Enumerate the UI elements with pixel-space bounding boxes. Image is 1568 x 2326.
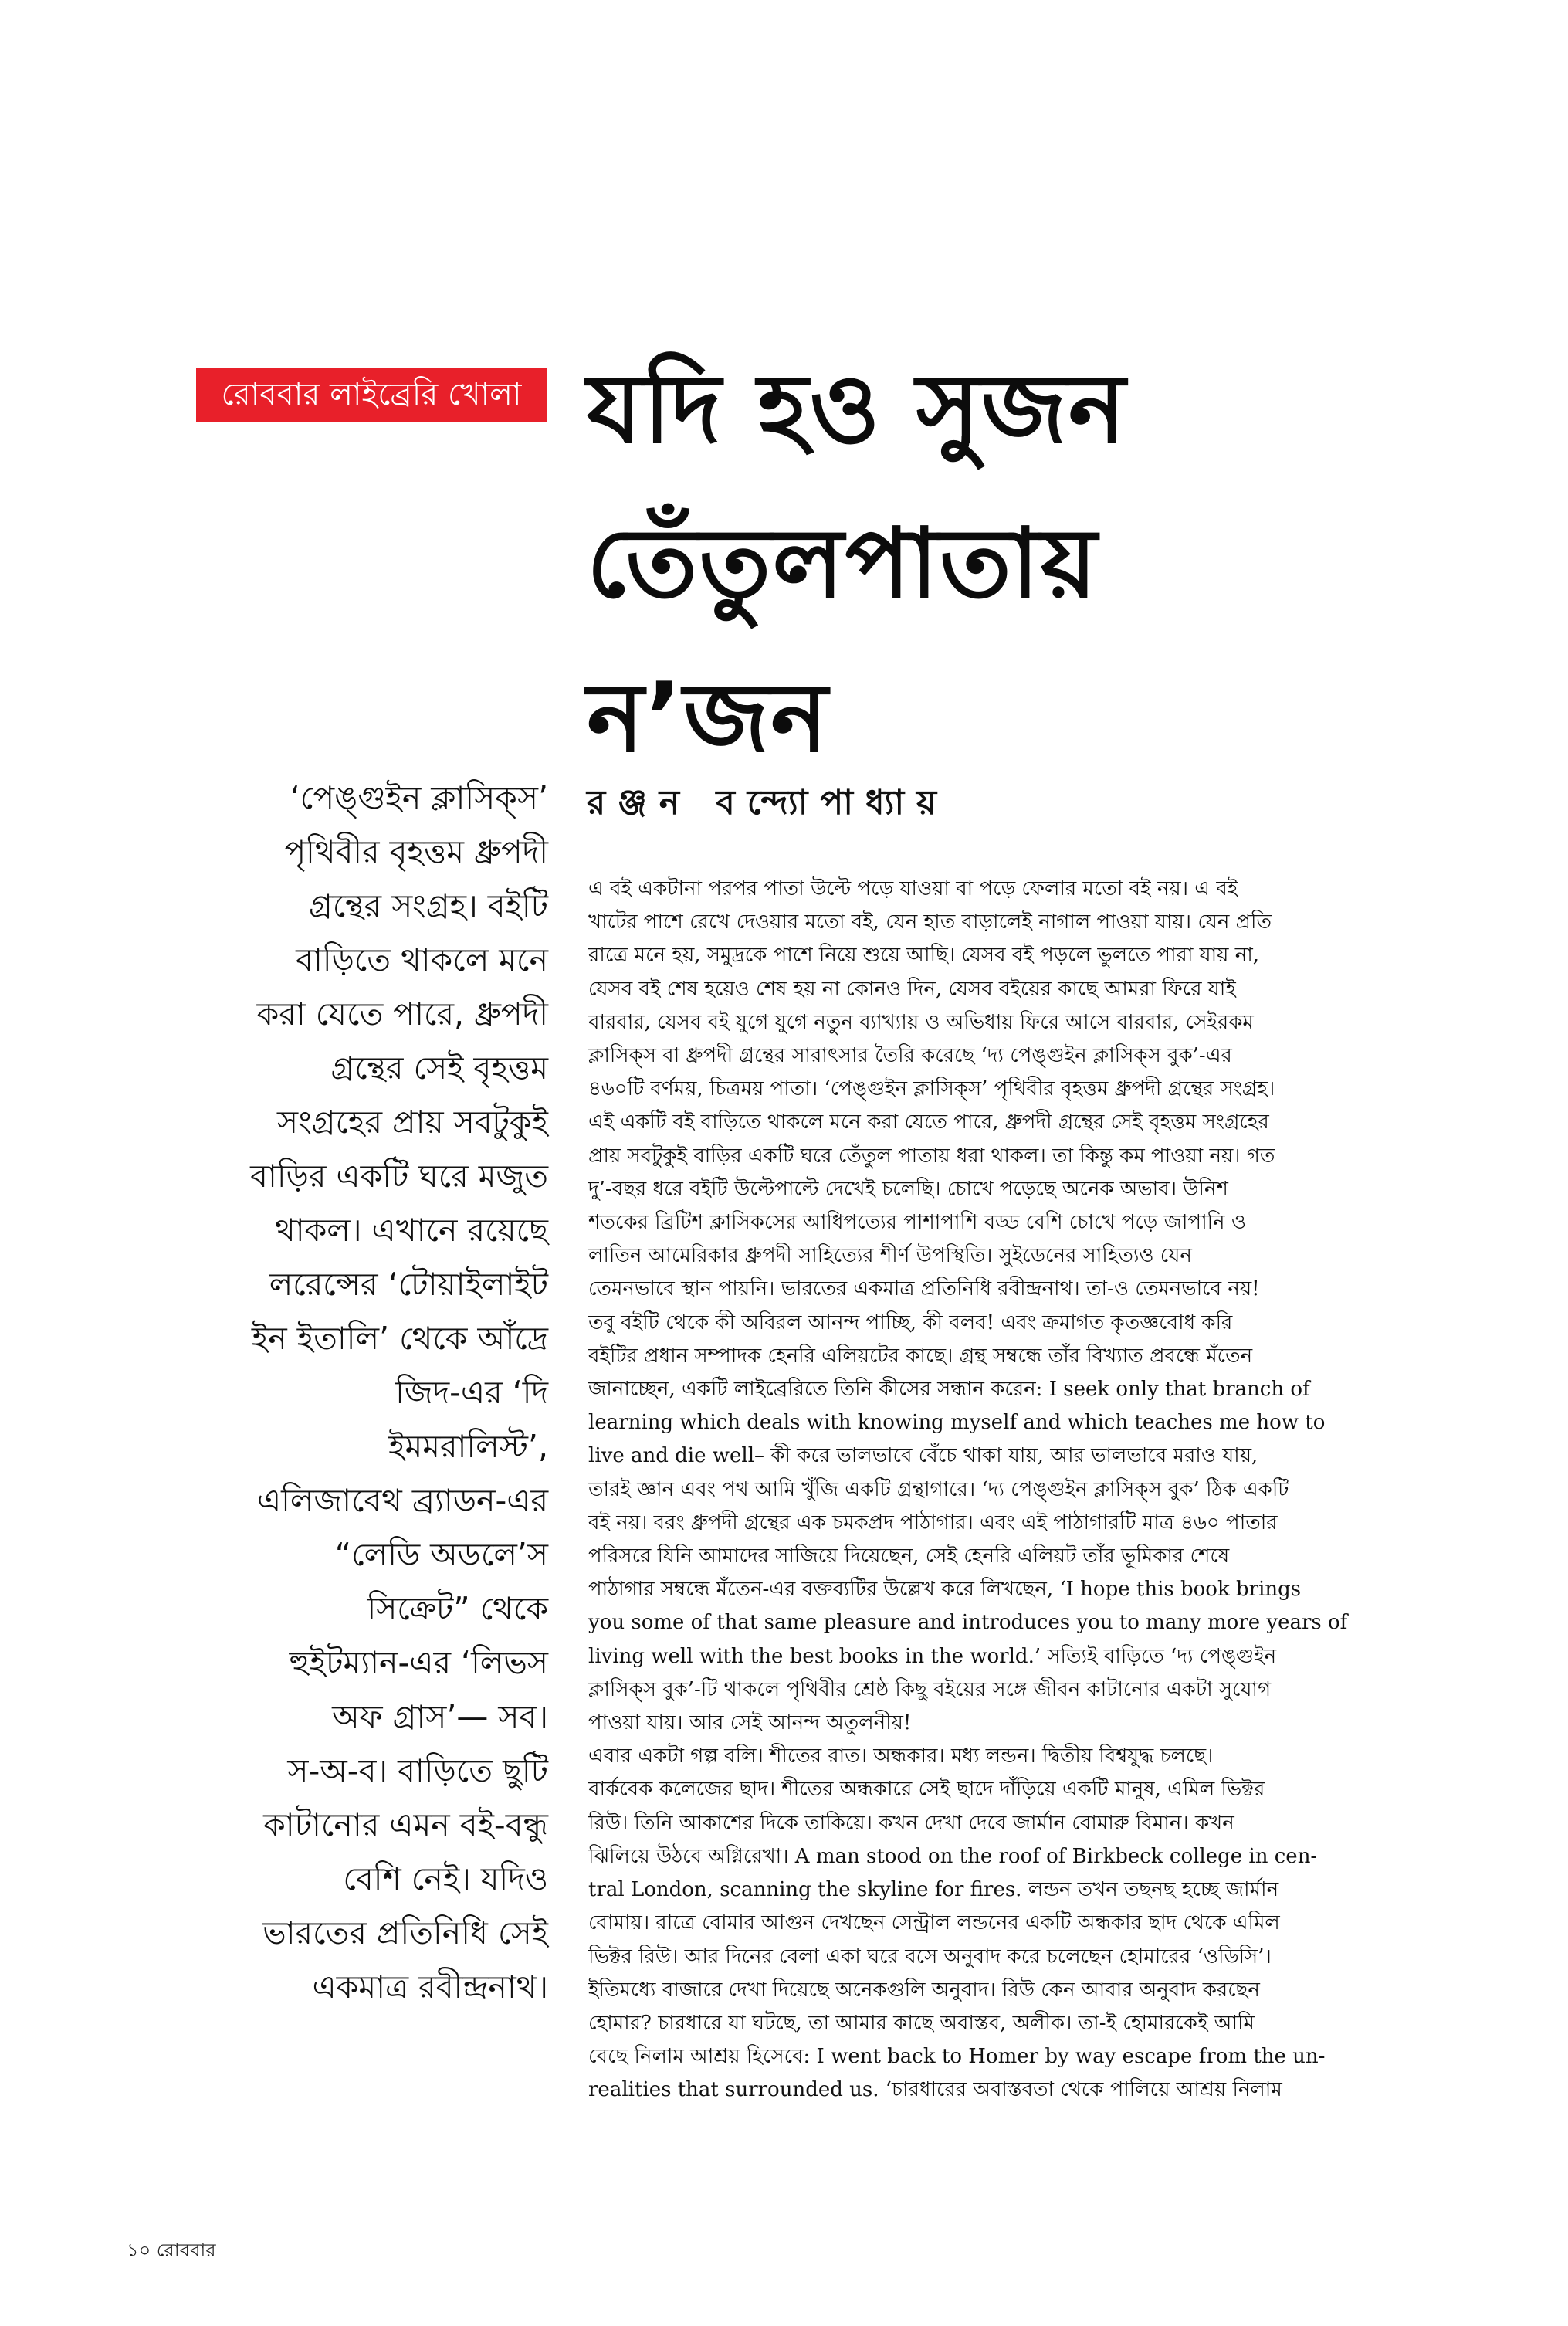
body-line: এবার একটা গল্প বলি। শীতের রাত। অন্ধকার। মধ্য লন্ডন। দ্বিতীয় বিশ্বযুদ্ধ চলছে। [588, 1744, 1214, 1768]
pull-quote-line: থাকল। এখানে রয়েছে [275, 1212, 548, 1249]
body-line: tral London, scanning the skyline for fires. লন্ডন তখন তছনছ হচ্ছে জার্মান [588, 1878, 1279, 1902]
body-line: পাওয়া যায়। আর সেই আনন্দ অতুলনীয়! [588, 1711, 912, 1735]
body-line: বারবার, যেসব বই যুগে যুগে নতুন ব্যাখ্যায় ও অভিধায় ফিরে আসে বারবার, সেইরকম [588, 1010, 1254, 1034]
pull-quote-line: এলিজাবেথ ব্র্যাডন-এর [256, 1482, 548, 1519]
pull-quote-line: স-অ-ব। বাড়িতে ছুটি [287, 1752, 548, 1789]
body-line: বোমায়। রাত্রে বোমার আগুন দেখছেন সেন্ট্রাল লন্ডনের একটি অন্ধকার ছাদ থেকে এমিল [588, 1911, 1280, 1935]
body-line: ক্লাসিক্‌স বা ধ্রুপদী গ্রন্থের সারাৎসার তৈরি করেছে ‘দ্য পেঙ্গুইন ক্লাসিক্‌স বুক’-এর [588, 1044, 1232, 1068]
headline-line: ন’জন [587, 663, 830, 774]
body-line: জানাচ্ছেন, একটি লাইব্রেরিতে তিনি কীসের সন্ধান করেন: I seek only that branch of [588, 1378, 1310, 1402]
body-line: লাতিন আমেরিকার ধ্রুপদী সাহিত্যের শীর্ণ উপস্থিতি। সুইডেনের সাহিত্যও যেন [588, 1244, 1192, 1268]
body-line: বইটির প্রধান সম্পাদক হেনরি এলিয়টের কাছে। গ্রন্থ সম্বন্ধে তাঁর বিখ্যাত প্রবন্ধে মঁতেন [588, 1344, 1253, 1368]
body-line: তারই জ্ঞান এবং পথ আমি খুঁজি একটি গ্রন্থাগারে। ‘দ্য পেঙ্গুইন ক্লাসিক্‌স বুক’ ঠিক একটি [588, 1477, 1289, 1501]
pull-quote-line: করা যেতে পারে, ধ্রুপদী [256, 995, 548, 1032]
body-line: ক্লাসিক্‌স বুক’-টি থাকলে পৃথিবীর শ্রেষ্ঠ কিছু বইয়ের সঙ্গে জীবন কাটানোর একটা সুযোগ [588, 1677, 1272, 1701]
pull-quote-line: ‘পেঙ্গুইন ক্লাসিক্‌স’ [290, 779, 548, 816]
body-line: শতকের ব্রিটিশ ক্লাসিকসের আধিপত্যের পাশাপাশি বড্ড বেশি চোখে পড়ে জাপানি ও [588, 1211, 1246, 1235]
body-line: learning which deals with knowing myself and which teaches me how to [588, 1411, 1326, 1435]
pull-quote-line: বেশি নেই। যদিও [343, 1860, 548, 1897]
body-line: বেছে নিলাম আশ্রয় হিসেবে: I went back to Homer by way escape from the un- [588, 2045, 1326, 2069]
pull-quote-line: কাটানোর এমন বই-বন্ধু [263, 1806, 548, 1843]
body-line: ভিক্টর রিউ। আর দিনের বেলা একা ঘরে বসে অনুবাদ করে চলেছেন হোমারের ‘ওডিসি’। [588, 1945, 1272, 1968]
pull-quote-line: অফ গ্রাস’— সব। [332, 1698, 548, 1735]
body-line: ইতিমধ্যে বাজারে দেখা দিয়েছে অনেকগুলি অনুবাদ। রিউ কেন আবার অনুবাদ করছেন [588, 1978, 1260, 2002]
body-line: বই নয়। বরং ধ্রুপদী গ্রন্থের এক চমকপ্রদ পাঠাগার। এবং এই পাঠাগারটি মাত্র ৪৬০ পাতার [588, 1511, 1278, 1534]
pull-quote-line: হুইটম্যান-এর ‘লিভস [289, 1644, 548, 1681]
body-line: হোমার? চারধারে যা ঘটছে, তা আমার কাছে অবাস্তব, অলীক। তা-ই হোমারকেই আমি [588, 2011, 1255, 2035]
body-line: প্রায় সবটুকুই বাড়ির একটি ঘরে তেঁতুল পাতায় ধরা থাকল। তা কিন্তু কম পাওয়া নয়। গত [588, 1144, 1275, 1168]
pull-quote-line: গ্রন্থের সেই বৃহত্তম [330, 1049, 548, 1087]
pull-quote-line: সিক্রেট” থেকে [367, 1590, 548, 1627]
pull-quote-line: পৃথিবীর বৃহত্তম ধ্রুপদী [284, 833, 548, 870]
pull-quote-line: “লেডি অডলে’স [334, 1536, 548, 1573]
pull-quote-line: বাড়ির একটি ঘরে মজুত [250, 1158, 548, 1195]
pull-quote-line: গ্রন্থের সংগ্রহ। বইটি [309, 887, 548, 924]
body-line: তেমনভাবে স্থান পায়নি। ভারতের একমাত্র প্রতিনিধি রবীন্দ্রনাথ। তা-ও তেমনভাবে নয়! [588, 1277, 1260, 1301]
body-line: দু’-বছর ধরে বইটি উল্টেপাল্টে দেখেই চলেছি। চোখে পড়েছে অনেক অভাব। উনিশ [588, 1177, 1228, 1201]
body-line: living well with the best books in the world.’ সত্যিই বাড়িতে ‘দ্য পেঙ্গুইন [588, 1644, 1277, 1668]
author-byline: রঞ্জন বন্দ্যোপাধ্যায় [587, 783, 950, 822]
body-line: পাঠাগার সম্বন্ধে মঁতেন-এর বক্তব্যটির উল্লেখ করে লিখছেন, ‘I hope this book brings [588, 1578, 1302, 1602]
body-line: you some of that same pleasure and introduces you to many more years of [588, 1611, 1348, 1635]
article-body [588, 873, 1433, 2107]
body-line: live and die well– কী করে ভালভাবে বেঁচে থাকা যায়, আর ভালভাবে মরাও যায়, [588, 1444, 1258, 1468]
pull-quote-line: বাড়িতে থাকলে মনে [296, 941, 548, 978]
headline [587, 332, 1405, 795]
pull-quote-line: একমাত্র রবীন্দ্রনাথ। [312, 1968, 548, 2006]
body-line: এ বই একটানা পরপর পাতা উল্টে পড়ে যাওয়া বা পড়ে ফেলার মতো বই নয়। এ বই [588, 877, 1238, 900]
body-line: realities that surrounded us. ‘চারধারের অবাস্তবতা থেকে পালিয়ে আশ্রয় নিলাম [588, 2078, 1282, 2102]
pull-quote-line: জিদ-এর ‘দি [395, 1374, 548, 1411]
pull-quote [147, 771, 548, 2014]
body-line: তবু বইটি থেকে কী অবিরল আনন্দ পাচ্ছি, কী বলব! এবং ক্রমাগত কৃতজ্ঞবোধ করি [588, 1310, 1233, 1334]
headline-line: তেঁতুলপাতায় [587, 508, 1099, 619]
body-line: যেসব বই শেষ হয়েও শেষ হয় না কোনও দিন, যেসব বইয়ের কাছে আমরা ফিরে যাই [588, 977, 1236, 1001]
section-tag: রোববার লাইব্রেরি খোলা [196, 368, 547, 422]
body-line: রিউ। তিনি আকাশের দিকে তাকিয়ে। কখন দেখা দেবে জার্মান বোমারু বিমান। কখন [588, 1811, 1234, 1835]
pull-quote-line: ভারতের প্রতিনিধি সেই [262, 1914, 548, 1951]
page-folio: ১০ রোববার [127, 2240, 216, 2261]
body-line: পরিসরে যিনি আমাদের সাজিয়ে দিয়েছেন, সেই হেনরি এলিয়ট তাঁর ভূমিকার শেষে [588, 1544, 1230, 1568]
body-line: খাটের পাশে রেখে দেওয়ার মতো বই, যেন হাত বাড়ালেই নাগাল পাওয়া যায়। যেন প্রতি [588, 910, 1272, 934]
body-line: ঝিলিয়ে উঠবে অগ্নিরেখা। A man stood on the roof of Birkbeck college in cen- [588, 1844, 1318, 1868]
body-line: এই একটি বই বাড়িতে থাকলে মনে করা যেতে পারে, ধ্রুপদী গ্রন্থের সেই বৃহত্তম সংগ্রহের [588, 1110, 1269, 1134]
body-line: বার্কবেক কলেজের ছাদ। শীতের অন্ধকারে সেই ছাদে দাঁড়িয়ে একটি মানুষ, এমিল ভিক্টর [588, 1778, 1265, 1802]
body-line: রাত্রে মনে হয়, সমুদ্রকে পাশে নিয়ে শুয়ে আছি। যেসব বই পড়লে ভুলতে পারা যায় না, [588, 944, 1260, 968]
headline-line: যদি হও সুজন [587, 354, 1127, 465]
body-line: ৪৬০টি বর্ণময়, চিত্রময় পাতা। ‘পেঙ্গুইন ক্লাসিক্‌স’ পৃথিবীর বৃহত্তম ধ্রুপদী গ্রন্থের সংগ্রহ। [588, 1077, 1275, 1101]
pull-quote-line: ইন ইতালি’ থেকে আঁদ্রে [251, 1320, 548, 1357]
pull-quote-line: ইমমরালিস্ট’, [388, 1428, 548, 1465]
pull-quote-line: সংগ্রহের প্রায় সবটুকুই [277, 1104, 548, 1141]
pull-quote-line: লরেন্সের ‘টোয়াইলাইট [269, 1266, 548, 1303]
